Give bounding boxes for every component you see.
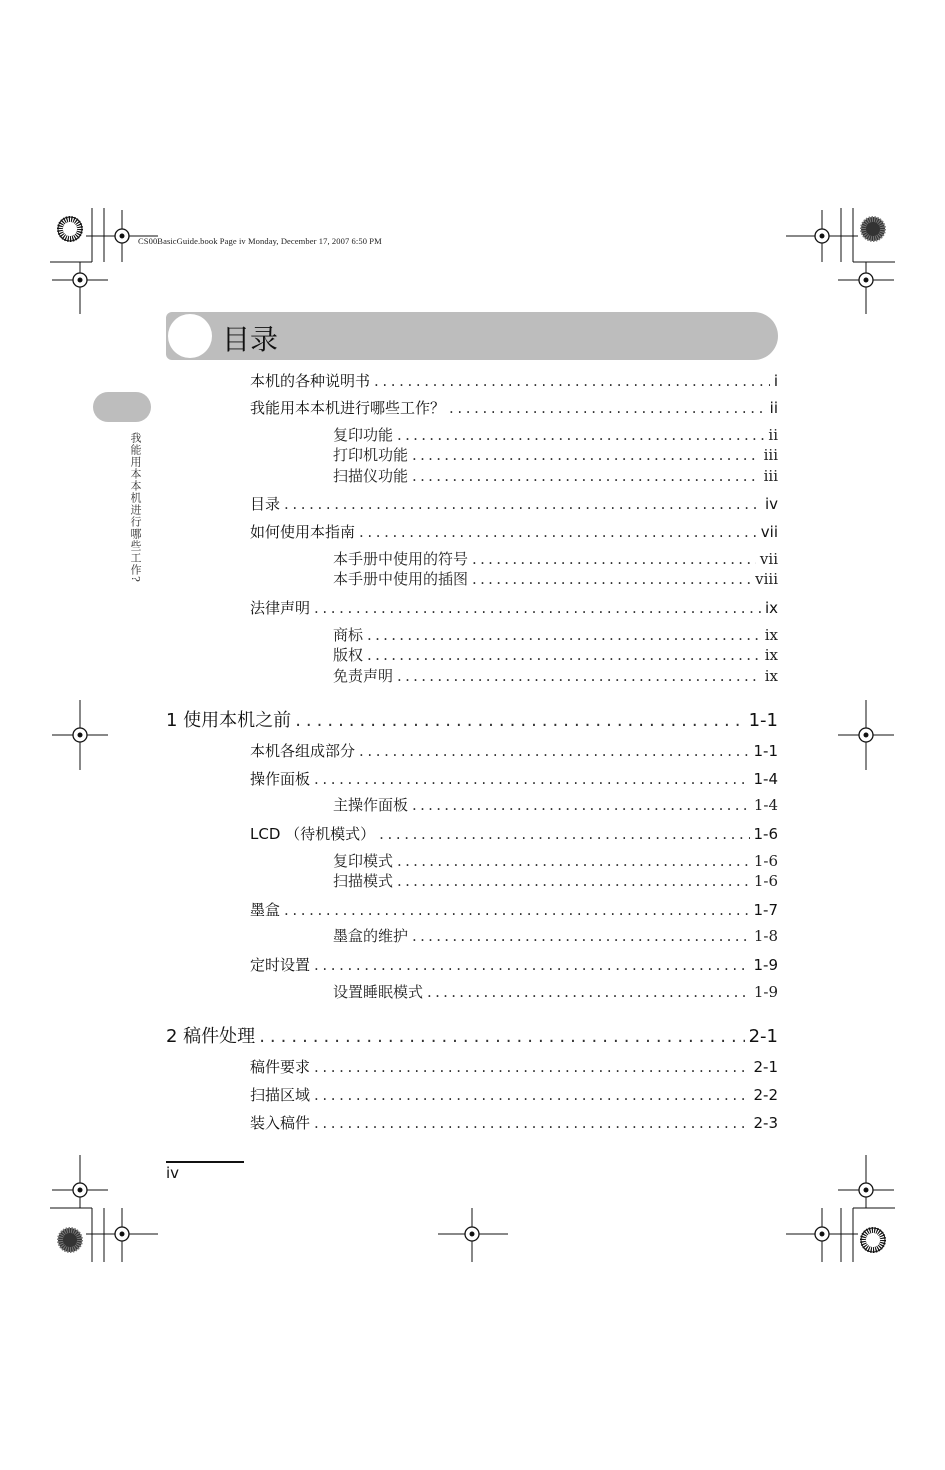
toc-entry-title: 本机的各种说明书 xyxy=(250,372,371,390)
toc-leader-dots xyxy=(314,599,761,617)
toc-entry-page: ix xyxy=(764,599,778,617)
toc-leader-dots xyxy=(397,667,761,685)
chapter-side-tab xyxy=(93,392,151,422)
toc-entry[interactable] xyxy=(250,768,778,789)
toc-entry-page: 1-6 xyxy=(753,852,778,870)
toc-leader-dots xyxy=(379,825,749,843)
toc-entry-page: 1-6 xyxy=(753,872,778,890)
toc-entry[interactable] xyxy=(333,424,778,445)
toc-leader-dots xyxy=(359,523,757,541)
toc-entry-title: 如何使用本指南 xyxy=(250,523,356,541)
toc-entry-page: 2-1 xyxy=(748,1026,778,1047)
toc-entry-title: 设置睡眠模式 xyxy=(333,983,424,1001)
toc-leader-dots xyxy=(314,770,749,788)
toc-leader-dots xyxy=(397,852,750,870)
toc-entry[interactable] xyxy=(250,954,778,975)
toc-entry-page: i xyxy=(773,372,778,390)
toc-entry-page: 1-1 xyxy=(748,710,778,731)
footer-rule xyxy=(166,1161,244,1163)
toc-entry-title: 定时设置 xyxy=(250,956,311,974)
toc-entry[interactable] xyxy=(333,850,778,871)
toc-entry-page: ii xyxy=(768,426,778,444)
toc-leader-dots xyxy=(397,872,750,890)
toc-entry-title: 主操作面板 xyxy=(333,796,409,814)
toc-leader-dots xyxy=(374,372,770,390)
toc-leader-dots xyxy=(284,901,749,919)
toc-leader-dots xyxy=(314,1086,749,1104)
toc-leader-dots xyxy=(367,646,761,664)
toc-leader-dots xyxy=(295,710,744,731)
footer-page-number: iv xyxy=(166,1164,180,1182)
toc-entry-page: 2-3 xyxy=(753,1114,778,1132)
toc-entry-title: 2 稿件处理 xyxy=(166,1026,256,1047)
toc-entry[interactable] xyxy=(250,493,778,514)
toc-entry-title: 打印机功能 xyxy=(333,446,409,464)
toc-entry-title: 复印功能 xyxy=(333,426,394,444)
toc-entry[interactable] xyxy=(250,397,778,418)
toc-entry-title: 本手册中使用的符号 xyxy=(333,550,469,568)
toc-entry-title: 墨盒 xyxy=(250,901,281,919)
toc-entry-title: 我能用本本机进行哪些工作？ xyxy=(250,399,446,417)
toc-entry-title: 免责声明 xyxy=(333,667,394,685)
toc-entry[interactable] xyxy=(250,899,778,920)
toc-entry-title: 本机各组成部分 xyxy=(250,742,356,760)
toc-entry-page: 1-8 xyxy=(753,927,778,945)
toc-entry[interactable] xyxy=(333,465,778,486)
toc-entry-title: 稿件要求 xyxy=(250,1058,311,1076)
toc-entry-page: ix xyxy=(764,646,778,664)
toc-leader-dots xyxy=(397,426,764,444)
toc-entry[interactable] xyxy=(250,370,778,391)
toc-entry-page: ix xyxy=(764,626,778,644)
toc-entry-page: 1-6 xyxy=(753,825,778,843)
toc-entry-page: 2-2 xyxy=(753,1086,778,1104)
toc-leader-dots xyxy=(412,446,760,464)
toc-entry-title: 装入稿件 xyxy=(250,1114,311,1132)
toc-entry-title: 扫描区域 xyxy=(250,1086,311,1104)
toc-entry[interactable] xyxy=(250,1056,778,1077)
toc-entry-page: iv xyxy=(764,495,778,513)
toc-entry-title: 本手册中使用的插图 xyxy=(333,570,469,588)
toc-entry-page: 1-7 xyxy=(753,901,778,919)
toc-leader-dots xyxy=(412,467,760,485)
toc-leader-dots xyxy=(412,796,750,814)
toc-entry-page: ix xyxy=(764,667,778,685)
toc-entry-title: 复印模式 xyxy=(333,852,394,870)
toc-entry[interactable] xyxy=(250,597,778,618)
toc-entry-page: iii xyxy=(763,467,778,485)
toc-entry[interactable] xyxy=(333,644,778,665)
toc-entry-title: 1 使用本机之前 xyxy=(166,710,292,731)
toc-entry-page: vii xyxy=(759,550,778,568)
print-header-meta: CS00BasicGuide.book Page iv Monday, December 17, 2007 6:50 PM xyxy=(138,236,382,246)
page-title: 目录 xyxy=(222,323,279,356)
toc-entry[interactable] xyxy=(250,823,778,844)
toc-leader-dots xyxy=(359,742,749,760)
side-section-label: 我能用本本机进行哪些工作? xyxy=(129,432,142,583)
toc-entry[interactable] xyxy=(250,521,778,542)
toc-leader-dots xyxy=(427,983,750,1001)
title-circle-decoration xyxy=(168,314,212,358)
toc-entry[interactable] xyxy=(333,665,778,686)
toc-entry[interactable] xyxy=(333,444,778,465)
toc-leader-dots xyxy=(284,495,761,513)
toc-leader-dots xyxy=(259,1026,744,1047)
toc-entry-title: 墨盒的维护 xyxy=(333,927,409,945)
toc-leader-dots xyxy=(367,626,761,644)
toc-entry[interactable] xyxy=(333,870,778,891)
toc-entry-page: 1-9 xyxy=(753,983,778,1001)
toc-entry-page: iii xyxy=(763,446,778,464)
toc-entry[interactable] xyxy=(250,1084,778,1105)
toc-leader-dots xyxy=(314,956,749,974)
toc-leader-dots xyxy=(314,1114,749,1132)
toc-chapter-entry[interactable] xyxy=(166,706,778,732)
toc-entry-title: 版权 xyxy=(333,646,364,664)
toc-leader-dots xyxy=(449,399,766,417)
toc-entry-page: 1-4 xyxy=(753,796,778,814)
toc-chapter-entry[interactable] xyxy=(166,1022,778,1048)
toc-entry-page: viii xyxy=(755,570,778,588)
toc-entry-page: 1-1 xyxy=(753,742,778,760)
toc-leader-dots xyxy=(314,1058,749,1076)
toc-entry-title: 扫描仪功能 xyxy=(333,467,409,485)
toc-entry-title: 商标 xyxy=(333,626,364,644)
toc-entry-title: LCD （待机模式） xyxy=(250,825,376,843)
toc-leader-dots xyxy=(412,927,750,945)
toc-entry-title: 扫描模式 xyxy=(333,872,394,890)
toc-entry-page: 1-9 xyxy=(753,956,778,974)
toc-entry-title: 目录 xyxy=(250,495,281,513)
toc-entry-page: ii xyxy=(769,399,778,417)
toc-entry-page: vii xyxy=(760,523,778,541)
toc-entry-page: 1-4 xyxy=(753,770,778,788)
toc-leader-dots xyxy=(472,550,756,568)
toc-entry[interactable] xyxy=(333,624,778,645)
toc-entry[interactable] xyxy=(333,794,778,815)
toc-entry[interactable] xyxy=(333,925,778,946)
toc-entry-title: 操作面板 xyxy=(250,770,311,788)
toc-entry-page: 2-1 xyxy=(753,1058,778,1076)
toc-entry[interactable] xyxy=(333,981,778,1002)
toc-leader-dots xyxy=(472,570,751,588)
toc-entry[interactable] xyxy=(333,568,778,589)
toc-entry[interactable] xyxy=(250,740,778,761)
toc-entry[interactable] xyxy=(250,1112,778,1133)
toc-entry-title: 法律声明 xyxy=(250,599,311,617)
toc-entry[interactable] xyxy=(333,548,778,569)
